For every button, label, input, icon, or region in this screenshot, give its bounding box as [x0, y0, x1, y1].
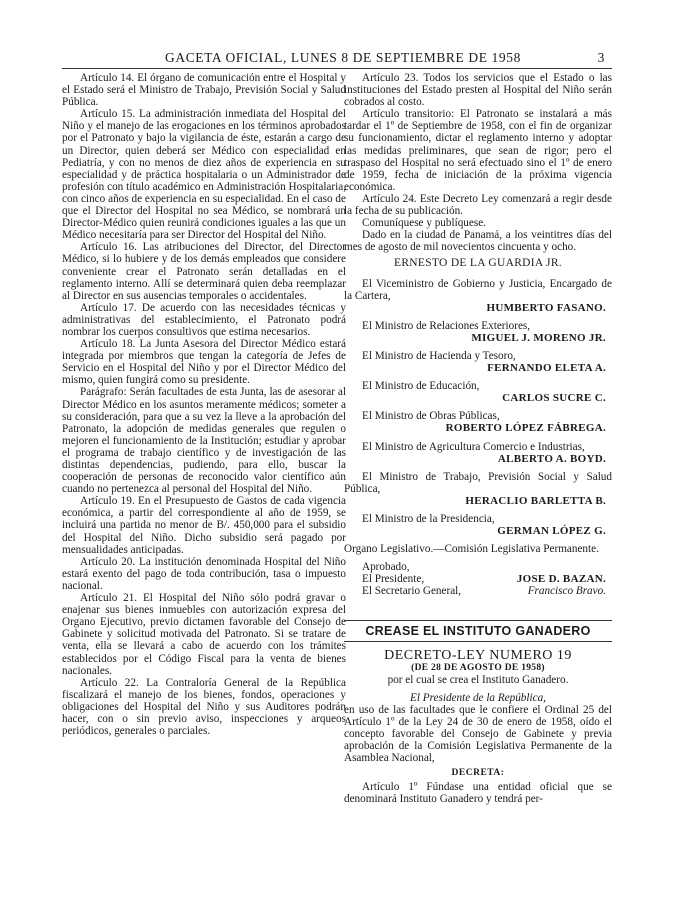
president-row — [344, 573, 612, 585]
minister-name: FERNANDO ELETA A. — [487, 362, 606, 375]
article-23: Artículo 23. Todos los servicios que el Estado o las instituciones del Estado presten al Hospital del Niño serán cobrados al costo. — [344, 72, 612, 109]
article-18: Artículo 18. La Junta Asesora del Director Médico estará integrada por miembros que tengan la categoría de Jefes de Servicio en el Hospital del Niño y por el Director Médico del mismo, quien fungirá como su presidente. — [62, 338, 346, 387]
president-signature: ERNESTO DE LA GUARDIA JR. — [394, 257, 562, 270]
president-label: El Presidente, — [362, 573, 425, 586]
article-14: Artículo 14. El órgano de comunicación entre el Hospital y el Estado será el Ministro de Trabajo, Previsión Social y Salud Pública. — [62, 72, 346, 109]
minister-name: MIGUEL J. MORENO JR. — [471, 331, 606, 344]
decree-article-1: Artículo 1º Fúndase una entidad oficial que se denominará Instituto Ganadero y tendrá per- — [344, 780, 612, 805]
article-24: Artículo 24. Este Decreto Ley comenzará a regir desde la fecha de su publicación. — [344, 192, 612, 218]
article-16: Artículo 16. Las atribuciones del Director, del Director Médico, si lo hubiere y de los demás empleados que considere conveniente crear el Patronato serán detalladas en el reglamento interno. Allí se determinará quien deba reemplazar al Director en sus ausencias temporales o accidentales. — [62, 241, 346, 302]
minister-name: ALBERTO A. BOYD. — [497, 452, 606, 465]
organo-line: Organo Legislativo.—Comisión Legislativa Permanente. — [344, 543, 599, 556]
header-title: GACETA OFICIAL, LUNES 8 DE SEPTIEMBRE DE 1958 — [165, 50, 521, 65]
decree-preamble: en uso de las facultades que le confiere el Ordinal 25 del Artículo 1º de la Ley 24 de 30 de enero de 1958, oído el concepto favorable del Consejo de Gabinete y previa aprobación de la Comisión Legislativa Permanente de la Asamblea Nacional, — [344, 704, 612, 765]
minister-role: El Ministro de Obras Públicas, — [362, 410, 500, 423]
secretary-label: El Secretario General, — [362, 585, 462, 598]
minister-role: El Ministro de Educación, — [362, 380, 480, 393]
page-header — [165, 50, 605, 68]
minister-role: El Ministro de Relaciones Exteriores, — [362, 319, 531, 332]
article-20: Artículo 20. La institución denominada Hospital del Niño estará exento del pago de toda contribución, tasa o impuesto nacional. — [62, 555, 346, 592]
president-name: JOSE D. BAZAN. — [516, 573, 606, 586]
article-transitorio: Artículo transitorio: El Patronato se instalará a más tardar el 1º de Septiembre de 1958, con el fin de organizar su funcionamiento, dictar el reglamento interno y adoptar las medidas preliminares, que sean de rigor; pero el traspaso del Hospital no será efectuado sino el 1º de enero de 1959, fecha de iniciación de la próxima vigencia económica. — [344, 108, 612, 193]
minister-role: El Viceministro de Gobierno y Justicia, Encargado de la Cartera, — [344, 277, 612, 302]
minister-name: CARLOS SUCRE C. — [502, 392, 606, 405]
article-21: Artículo 21. El Hospital del Niño sólo podrá gravar o enajenar sus bienes inmuebles con autorización expresa del Organo Ejecutivo, previo dictamen favorable del Consejo de Gabinete y solicitud motivada del Patronato. Si se tratare de venta, ella se llevará a cabo de acuerdo con los trámites establecidos por el Código Fiscal para la venta de bienes nacionales. — [62, 592, 346, 677]
article-17: Artículo 17. De acuerdo con las necesidades técnicas y administrativas del establecimiento, el Patronato podrá nombrar los cuerpos consultivos que estima necesarios. — [62, 301, 346, 338]
minister-name: GERMAN LÓPEZ G. — [497, 525, 606, 538]
secretary-name: Francisco Bravo. — [527, 585, 606, 598]
decree-subtitle: por el cual se crea el Instituto Ganadero. — [387, 673, 569, 686]
article-22: Artículo 22. La Contraloría General de la República fiscalizará el manejo de los bienes, fondos, operaciones y obligaciones del Hospital del Niño y sus Auditores podrán hacer, con o sin previo aviso, inspecciones y arqueos periódicos, generales o parciales. — [62, 676, 346, 738]
minister-role: El Ministro de Agricultura Comercio e Industrias, — [362, 440, 585, 453]
comuniquese: Comuníquese y publíquese. — [362, 217, 486, 230]
minister-role: El Ministro de la Presidencia, — [362, 513, 495, 525]
aprobado: Aprobado, — [362, 561, 410, 574]
secretary-row — [344, 585, 612, 597]
decreta-label: DECRETA: — [451, 767, 505, 778]
minister-name: HUMBERTO FASANO. — [486, 301, 606, 314]
article-19: Artículo 19. En el Presupuesto de Gastos de cada vigencia económica, a partir del correspondiente al año de 1959, se incluirá una partida no menor de B/. 450,000 para el subsidio del Hospital del Niño. Dicho subsidio será pagado por mensualidades anticipadas. — [62, 495, 346, 556]
left-column — [62, 72, 346, 737]
decree-heading: DECRETO-LEY NUMERO 19 — [384, 647, 572, 663]
decree-date: (DE 28 DE AGOSTO DE 1958) — [411, 662, 545, 673]
minister-name: HERACLIO BARLETTA B. — [465, 494, 606, 507]
minister-role: El Ministro de Trabajo, Previsión Social y Salud Pública, — [344, 470, 612, 495]
minister-name: ROBERTO LÓPEZ FÁBREGA. — [445, 422, 606, 435]
paragrafo: Parágrafo: Serán facultades de esta Junta, las de asesorar al Director Médico en los asuntos meramente médicos; someter a su consideración, para que a su vez la lleve a la aprobación del Patronato, la adopción de medidas generales que regulen o mejoren el funcionamiento de la Institución; estudiar y aprobar el programa de trabajo científico y de investigación de las distintas dependencias, pudiendo, para ello, buscar la cooperación de personas de reconocido valor científico aún cuando no pertenezca al personal del Hospital del Niño. — [62, 386, 346, 496]
dado-en: Dado en la ciudad de Panamá, a los veintitres días del mes de agosto de mil novecientos cincuenta y ocho. — [344, 229, 612, 254]
right-column — [344, 72, 612, 805]
decree-president: El Presidente de la República, — [410, 691, 546, 704]
article-15: Artículo 15. La administración inmediata del Hospital del Niño y el manejo de las erogaciones en los términos aprobados por el Patronato y bajo la vigilancia de éste, estarán a cargo de un Director, quien deberá ser Médico con especialidad en Pediatría, y con no menos de diez años de experiencia en su especialidad y de práctica hospitalaria o un Administrador de profesión con título académico en Administración Hospitalaria, con cinco años de experiencia en su especialidad. En el caso de que el Director del Hospital no sea Médico, se nombrará un Director-Médico quien reunirá condiciones iguales a las que un Médico necesitaría para ser Director del Hospital del Niño. — [62, 108, 346, 242]
section-title-box: CREASE EL INSTITUTO GANADERO — [344, 620, 612, 642]
page-number: 3 — [597, 50, 605, 65]
header-rule — [62, 68, 612, 69]
minister-role: El Ministro de Hacienda y Tesoro, — [362, 349, 516, 362]
